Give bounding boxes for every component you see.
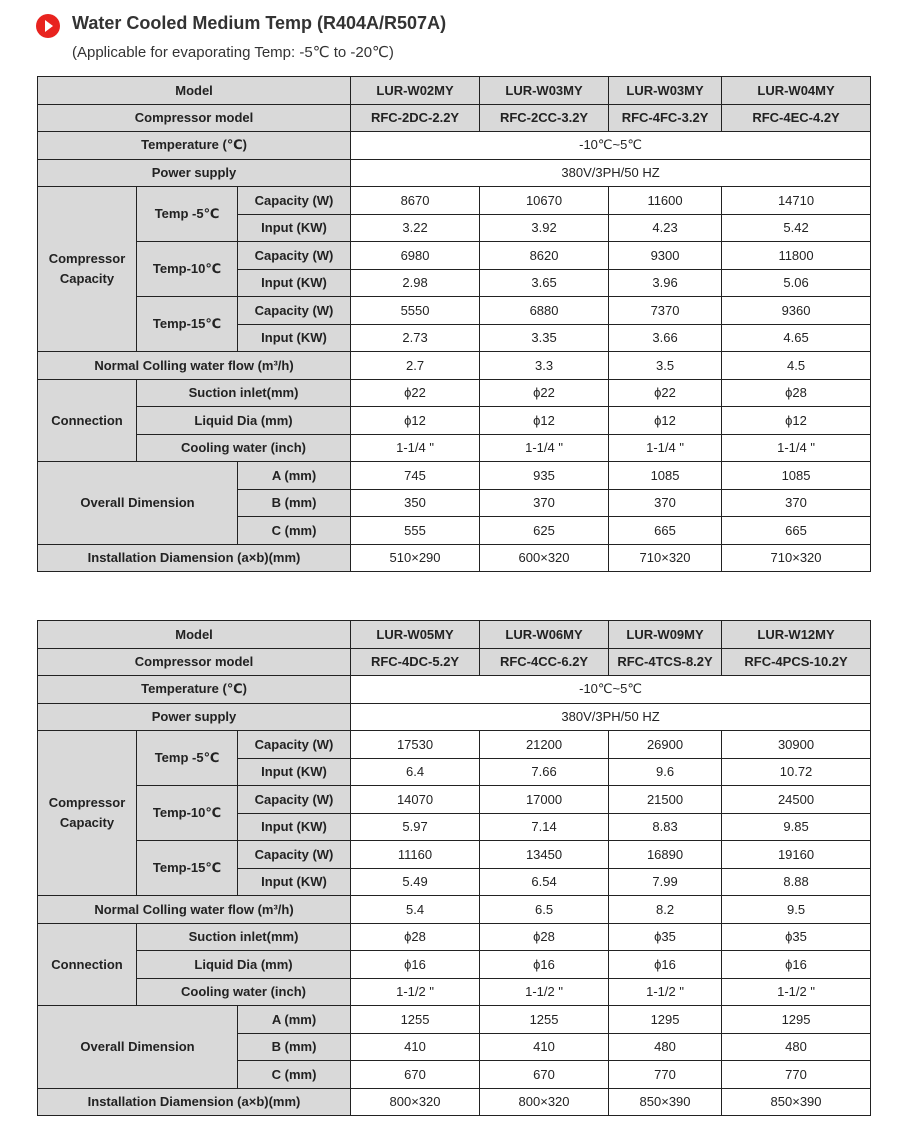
- row-installation: [38, 1088, 871, 1116]
- model-cell: LUR-W05MY: [351, 621, 480, 649]
- temperature-value: -10℃~5℃: [351, 132, 871, 160]
- value-cell: 10.72: [722, 758, 871, 786]
- row-dim-a: [38, 1006, 871, 1034]
- value-cell: 7370: [609, 297, 722, 325]
- label-connection: Connection: [38, 923, 137, 1006]
- value-cell: 8670: [351, 187, 480, 215]
- section-title: Water Cooled Medium Temp (R404A/R507A): [72, 13, 447, 33]
- spec-table-1: [37, 76, 871, 572]
- value-cell: 6980: [351, 242, 480, 270]
- value-cell: 800×320: [351, 1088, 480, 1116]
- value-cell: ϕ35: [722, 923, 871, 951]
- label-liquid: Liquid Dia (mm): [137, 407, 351, 435]
- value-cell: 1-1/4 ": [480, 434, 609, 462]
- row-suction: [38, 923, 871, 951]
- value-cell: 665: [609, 517, 722, 545]
- label-capacity-w: Capacity (W): [238, 841, 351, 869]
- value-cell: 9300: [609, 242, 722, 270]
- value-cell: 850×390: [722, 1088, 871, 1116]
- compressor-cell: RFC-4TCS-8.2Y: [609, 648, 722, 676]
- section-header: [36, 10, 876, 70]
- model-cell: LUR-W06MY: [480, 621, 609, 649]
- label-compressor-capacity: Compressor Capacity: [38, 187, 137, 352]
- label-temperature: Temperature (℃): [38, 132, 351, 160]
- value-cell: 2.98: [351, 269, 480, 297]
- value-cell: 770: [722, 1061, 871, 1089]
- value-cell: 6.4: [351, 758, 480, 786]
- value-cell: 7.14: [480, 813, 609, 841]
- label-temperature: Temperature (℃): [38, 676, 351, 704]
- row-model: [38, 621, 871, 649]
- label-dim-a: A (mm): [238, 1006, 351, 1034]
- label-suction: Suction inlet(mm): [137, 923, 351, 951]
- value-cell: ϕ16: [609, 951, 722, 979]
- row-compressor-model: [38, 648, 871, 676]
- value-cell: 3.92: [480, 214, 609, 242]
- row-capacity-5: [38, 187, 871, 215]
- compressor-cell: RFC-4PCS-10.2Y: [722, 648, 871, 676]
- value-cell: 710×320: [609, 544, 722, 572]
- value-cell: 3.96: [609, 269, 722, 297]
- value-cell: 11800: [722, 242, 871, 270]
- row-cooling: [38, 978, 871, 1006]
- value-cell: 24500: [722, 786, 871, 814]
- power-supply-value: 380V/3PH/50 HZ: [351, 703, 871, 731]
- value-cell: ϕ12: [480, 407, 609, 435]
- value-cell: 13450: [480, 841, 609, 869]
- label-temp-5: Temp -5℃: [137, 731, 238, 786]
- row-cooling: [38, 434, 871, 462]
- value-cell: 1-1/4 ": [609, 434, 722, 462]
- value-cell: 2.7: [351, 352, 480, 380]
- label-suction: Suction inlet(mm): [137, 379, 351, 407]
- value-cell: 3.5: [609, 352, 722, 380]
- value-cell: 800×320: [480, 1088, 609, 1116]
- label-temp-5: Temp -5℃: [137, 187, 238, 242]
- label-compressor-capacity: Compressor Capacity: [38, 731, 137, 896]
- label-temp-15: Temp-15℃: [137, 841, 238, 896]
- label-capacity-w: Capacity (W): [238, 297, 351, 325]
- label-input-kw: Input (KW): [238, 269, 351, 297]
- value-cell: ϕ28: [480, 923, 609, 951]
- value-cell: 510×290: [351, 544, 480, 572]
- label-water-flow: Normal Colling water flow (m³/h): [38, 352, 351, 380]
- value-cell: 19160: [722, 841, 871, 869]
- label-temp-10: Temp-10℃: [137, 786, 238, 841]
- value-cell: 1-1/4 ": [351, 434, 480, 462]
- value-cell: 7.66: [480, 758, 609, 786]
- power-supply-value: 380V/3PH/50 HZ: [351, 159, 871, 187]
- value-cell: 3.3: [480, 352, 609, 380]
- label-input-kw: Input (KW): [238, 868, 351, 896]
- value-cell: 555: [351, 517, 480, 545]
- label-connection: Connection: [38, 379, 137, 462]
- value-cell: 770: [609, 1061, 722, 1089]
- value-cell: 480: [722, 1033, 871, 1061]
- row-installation: [38, 544, 871, 572]
- label-installation: Installation Diamension (a×b)(mm): [38, 544, 351, 572]
- value-cell: 5.49: [351, 868, 480, 896]
- label-dim-b: B (mm): [238, 1033, 351, 1061]
- label-power-supply: Power supply: [38, 159, 351, 187]
- value-cell: 3.66: [609, 324, 722, 352]
- label-capacity-w: Capacity (W): [238, 242, 351, 270]
- row-capacity-10: [38, 786, 871, 814]
- value-cell: 745: [351, 462, 480, 490]
- value-cell: 410: [351, 1033, 480, 1061]
- row-temperature: [38, 676, 871, 704]
- value-cell: 9.6: [609, 758, 722, 786]
- value-cell: 21200: [480, 731, 609, 759]
- value-cell: ϕ22: [480, 379, 609, 407]
- value-cell: 14710: [722, 187, 871, 215]
- compressor-cell: RFC-2CC-3.2Y: [480, 104, 609, 132]
- label-overall-dimension: Overall Dimension: [38, 462, 238, 545]
- row-power-supply: [38, 703, 871, 731]
- value-cell: ϕ22: [609, 379, 722, 407]
- value-cell: 30900: [722, 731, 871, 759]
- compressor-cell: RFC-2DC-2.2Y: [351, 104, 480, 132]
- compressor-cell: RFC-4FC-3.2Y: [609, 104, 722, 132]
- compressor-cell: RFC-4CC-6.2Y: [480, 648, 609, 676]
- value-cell: 4.65: [722, 324, 871, 352]
- label-dim-c: C (mm): [238, 1061, 351, 1089]
- value-cell: 16890: [609, 841, 722, 869]
- row-dim-a: [38, 462, 871, 490]
- label-dim-b: B (mm): [238, 489, 351, 517]
- compressor-cell: RFC-4EC-4.2Y: [722, 104, 871, 132]
- row-capacity-5: [38, 731, 871, 759]
- row-model: [38, 77, 871, 105]
- value-cell: 370: [609, 489, 722, 517]
- model-cell: LUR-W03MY: [609, 77, 722, 105]
- value-cell: 1255: [351, 1006, 480, 1034]
- value-cell: 8620: [480, 242, 609, 270]
- label-input-kw: Input (KW): [238, 324, 351, 352]
- row-liquid: [38, 407, 871, 435]
- value-cell: 17530: [351, 731, 480, 759]
- temperature-value: -10℃~5℃: [351, 676, 871, 704]
- value-cell: 1-1/2 ": [480, 978, 609, 1006]
- value-cell: 5550: [351, 297, 480, 325]
- value-cell: 625: [480, 517, 609, 545]
- value-cell: 410: [480, 1033, 609, 1061]
- value-cell: 370: [722, 489, 871, 517]
- label-cooling: Cooling water (inch): [137, 978, 351, 1006]
- row-power-supply: [38, 159, 871, 187]
- value-cell: 6880: [480, 297, 609, 325]
- label-capacity-w: Capacity (W): [238, 786, 351, 814]
- value-cell: 350: [351, 489, 480, 517]
- value-cell: ϕ28: [722, 379, 871, 407]
- value-cell: ϕ16: [351, 951, 480, 979]
- value-cell: 4.23: [609, 214, 722, 242]
- value-cell: 6.5: [480, 896, 609, 924]
- value-cell: 17000: [480, 786, 609, 814]
- value-cell: 6.54: [480, 868, 609, 896]
- label-dim-c: C (mm): [238, 517, 351, 545]
- compressor-cell: RFC-4DC-5.2Y: [351, 648, 480, 676]
- value-cell: 21500: [609, 786, 722, 814]
- value-cell: 11600: [609, 187, 722, 215]
- label-input-kw: Input (KW): [238, 214, 351, 242]
- value-cell: 3.22: [351, 214, 480, 242]
- spec-table-2: [37, 620, 871, 1116]
- value-cell: 3.65: [480, 269, 609, 297]
- model-cell: LUR-W02MY: [351, 77, 480, 105]
- play-icon: [36, 14, 60, 38]
- label-input-kw: Input (KW): [238, 758, 351, 786]
- model-cell: LUR-W04MY: [722, 77, 871, 105]
- value-cell: 1255: [480, 1006, 609, 1034]
- label-installation: Installation Diamension (a×b)(mm): [38, 1088, 351, 1116]
- value-cell: ϕ35: [609, 923, 722, 951]
- row-capacity-10: [38, 242, 871, 270]
- label-power-supply: Power supply: [38, 703, 351, 731]
- label-cooling: Cooling water (inch): [137, 434, 351, 462]
- value-cell: 1-1/4 ": [722, 434, 871, 462]
- value-cell: 5.97: [351, 813, 480, 841]
- value-cell: 1085: [609, 462, 722, 490]
- label-capacity-w: Capacity (W): [238, 731, 351, 759]
- label-compressor-model: Compressor model: [38, 648, 351, 676]
- label-compressor-model: Compressor model: [38, 104, 351, 132]
- value-cell: 1-1/2 ": [609, 978, 722, 1006]
- row-capacity-15: [38, 297, 871, 325]
- value-cell: 850×390: [609, 1088, 722, 1116]
- value-cell: 710×320: [722, 544, 871, 572]
- label-overall-dimension: Overall Dimension: [38, 1006, 238, 1089]
- value-cell: 665: [722, 517, 871, 545]
- label-temp-10: Temp-10℃: [137, 242, 238, 297]
- value-cell: 10670: [480, 187, 609, 215]
- value-cell: ϕ12: [351, 407, 480, 435]
- value-cell: 1295: [609, 1006, 722, 1034]
- value-cell: 1-1/2 ": [722, 978, 871, 1006]
- value-cell: 5.06: [722, 269, 871, 297]
- value-cell: 3.35: [480, 324, 609, 352]
- value-cell: 1295: [722, 1006, 871, 1034]
- value-cell: 8.2: [609, 896, 722, 924]
- value-cell: ϕ16: [722, 951, 871, 979]
- value-cell: 7.99: [609, 868, 722, 896]
- model-cell: LUR-W03MY: [480, 77, 609, 105]
- value-cell: 8.88: [722, 868, 871, 896]
- value-cell: ϕ12: [722, 407, 871, 435]
- row-water-flow: [38, 352, 871, 380]
- value-cell: 2.73: [351, 324, 480, 352]
- value-cell: 26900: [609, 731, 722, 759]
- value-cell: 600×320: [480, 544, 609, 572]
- row-water-flow: [38, 896, 871, 924]
- value-cell: 935: [480, 462, 609, 490]
- label-liquid: Liquid Dia (mm): [137, 951, 351, 979]
- value-cell: ϕ28: [351, 923, 480, 951]
- model-cell: LUR-W09MY: [609, 621, 722, 649]
- row-temperature: [38, 132, 871, 160]
- label-input-kw: Input (KW): [238, 813, 351, 841]
- value-cell: 9.85: [722, 813, 871, 841]
- value-cell: 11160: [351, 841, 480, 869]
- label-model: Model: [38, 77, 351, 105]
- value-cell: 1-1/2 ": [351, 978, 480, 1006]
- value-cell: 14070: [351, 786, 480, 814]
- value-cell: 8.83: [609, 813, 722, 841]
- value-cell: 5.42: [722, 214, 871, 242]
- row-liquid: [38, 951, 871, 979]
- label-dim-a: A (mm): [238, 462, 351, 490]
- value-cell: 5.4: [351, 896, 480, 924]
- value-cell: 4.5: [722, 352, 871, 380]
- label-capacity-w: Capacity (W): [238, 187, 351, 215]
- label-water-flow: Normal Colling water flow (m³/h): [38, 896, 351, 924]
- value-cell: 670: [351, 1061, 480, 1089]
- label-model: Model: [38, 621, 351, 649]
- model-cell: LUR-W12MY: [722, 621, 871, 649]
- row-compressor-model: [38, 104, 871, 132]
- value-cell: ϕ16: [480, 951, 609, 979]
- value-cell: 1085: [722, 462, 871, 490]
- value-cell: 670: [480, 1061, 609, 1089]
- label-temp-15: Temp-15℃: [137, 297, 238, 352]
- row-suction: [38, 379, 871, 407]
- value-cell: 9360: [722, 297, 871, 325]
- value-cell: ϕ12: [609, 407, 722, 435]
- row-capacity-15: [38, 841, 871, 869]
- value-cell: 9.5: [722, 896, 871, 924]
- value-cell: 370: [480, 489, 609, 517]
- value-cell: ϕ22: [351, 379, 480, 407]
- section-subtitle: (Applicable for evaporating Temp: -5℃ to -20℃): [72, 44, 394, 61]
- value-cell: 480: [609, 1033, 722, 1061]
